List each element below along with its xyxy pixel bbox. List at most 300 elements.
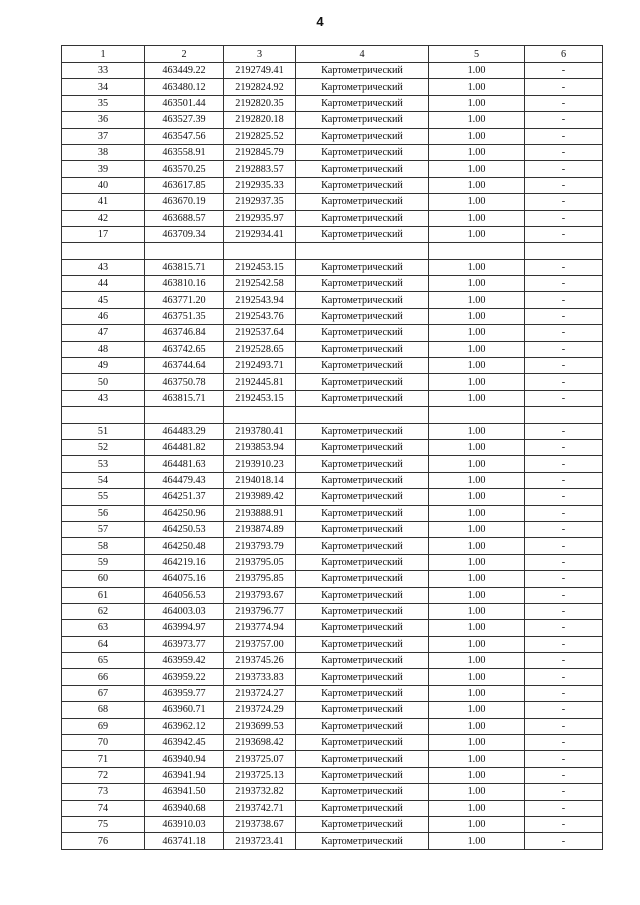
- table-row: [62, 374, 603, 390]
- table-row: [62, 423, 603, 439]
- table-cell: 2192453.15: [224, 259, 296, 275]
- table-cell: 1.00: [429, 79, 525, 95]
- table-cell: 54: [62, 472, 145, 488]
- table-row: [62, 259, 603, 275]
- table-cell: 1.00: [429, 358, 525, 374]
- table-cell: -: [525, 702, 603, 718]
- table-cell: Картометрический: [296, 259, 429, 275]
- table-cell: 463742.65: [145, 341, 224, 357]
- table-body: [62, 63, 603, 850]
- table-cell: 1.00: [429, 292, 525, 308]
- empty-cell: [429, 243, 525, 259]
- coordinates-table: [61, 45, 603, 850]
- table-cell: 72: [62, 767, 145, 783]
- table-cell: -: [525, 521, 603, 537]
- table-cell: 1.00: [429, 341, 525, 357]
- table-row: [62, 325, 603, 341]
- table-cell: 1.00: [429, 800, 525, 816]
- table-cell: 2193757.00: [224, 636, 296, 652]
- table-cell: 1.00: [429, 702, 525, 718]
- table-cell: Картометрический: [296, 423, 429, 439]
- table-cell: -: [525, 800, 603, 816]
- table-cell: 463994.97: [145, 620, 224, 636]
- table-cell: -: [525, 210, 603, 226]
- column-header: 1: [62, 46, 145, 63]
- table-row: [62, 816, 603, 832]
- table-cell: 463959.42: [145, 653, 224, 669]
- table-cell: 2193780.41: [224, 423, 296, 439]
- table-cell: 1.00: [429, 521, 525, 537]
- table-cell: 44: [62, 276, 145, 292]
- table-cell: 463815.71: [145, 390, 224, 406]
- table-cell: 67: [62, 685, 145, 701]
- table-cell: 1.00: [429, 144, 525, 160]
- table-cell: 1.00: [429, 718, 525, 734]
- table-cell: 1.00: [429, 95, 525, 111]
- table-cell: 2192445.81: [224, 374, 296, 390]
- table-cell: 58: [62, 538, 145, 554]
- table-cell: 61: [62, 587, 145, 603]
- table-cell: 1.00: [429, 325, 525, 341]
- table-cell: 63: [62, 620, 145, 636]
- table-row: [62, 505, 603, 521]
- table-cell: 2193738.67: [224, 816, 296, 832]
- group-separator-row: [62, 243, 603, 259]
- empty-cell: [145, 407, 224, 423]
- empty-cell: [429, 407, 525, 423]
- table-cell: 2193989.42: [224, 489, 296, 505]
- table-cell: 464250.96: [145, 505, 224, 521]
- table-cell: 1.00: [429, 276, 525, 292]
- table-cell: Картометрический: [296, 112, 429, 128]
- table-cell: 2193793.79: [224, 538, 296, 554]
- table-cell: 1.00: [429, 587, 525, 603]
- empty-cell: [145, 243, 224, 259]
- table-cell: 1.00: [429, 374, 525, 390]
- table-cell: 2192883.57: [224, 161, 296, 177]
- table-cell: 464250.53: [145, 521, 224, 537]
- table-cell: 50: [62, 374, 145, 390]
- table-cell: 38: [62, 144, 145, 160]
- table-cell: 1.00: [429, 161, 525, 177]
- table-cell: -: [525, 735, 603, 751]
- table-cell: 2192453.15: [224, 390, 296, 406]
- table-cell: 464250.48: [145, 538, 224, 554]
- table-cell: 39: [62, 161, 145, 177]
- table-cell: 1.00: [429, 210, 525, 226]
- table-row: [62, 718, 603, 734]
- table-cell: Картометрический: [296, 276, 429, 292]
- table-cell: 463959.77: [145, 685, 224, 701]
- table-cell: 463973.77: [145, 636, 224, 652]
- column-header: 3: [224, 46, 296, 63]
- table-cell: 1.00: [429, 112, 525, 128]
- table-cell: Картометрический: [296, 79, 429, 95]
- table-cell: Картометрический: [296, 456, 429, 472]
- table-cell: 1.00: [429, 226, 525, 242]
- table-cell: 1.00: [429, 390, 525, 406]
- table-cell: 2193853.94: [224, 439, 296, 455]
- table-cell: -: [525, 144, 603, 160]
- table-cell: -: [525, 718, 603, 734]
- table-cell: Картометрический: [296, 210, 429, 226]
- table-cell: 463741.18: [145, 833, 224, 849]
- table-cell: 56: [62, 505, 145, 521]
- table-cell: Картометрический: [296, 603, 429, 619]
- table-cell: 1.00: [429, 571, 525, 587]
- table-row: [62, 161, 603, 177]
- table-row: [62, 63, 603, 79]
- table-cell: 2193910.23: [224, 456, 296, 472]
- table-row: [62, 669, 603, 685]
- table-row: [62, 308, 603, 324]
- table-cell: 463940.68: [145, 800, 224, 816]
- table-cell: 2193795.85: [224, 571, 296, 587]
- table-cell: Картометрический: [296, 571, 429, 587]
- table-cell: Картометрический: [296, 341, 429, 357]
- table-row: [62, 767, 603, 783]
- table-cell: 2193774.94: [224, 620, 296, 636]
- table-cell: -: [525, 587, 603, 603]
- table-cell: 55: [62, 489, 145, 505]
- table-cell: -: [525, 79, 603, 95]
- table-cell: 57: [62, 521, 145, 537]
- table-cell: 2192824.92: [224, 79, 296, 95]
- table-cell: 2192543.76: [224, 308, 296, 324]
- table-cell: -: [525, 95, 603, 111]
- column-header: 6: [525, 46, 603, 63]
- table-cell: 64: [62, 636, 145, 652]
- table-cell: Картометрический: [296, 292, 429, 308]
- table-cell: -: [525, 308, 603, 324]
- table-cell: 1.00: [429, 538, 525, 554]
- table-cell: Картометрический: [296, 489, 429, 505]
- table-cell: Картометрический: [296, 702, 429, 718]
- table-cell: 2192542.58: [224, 276, 296, 292]
- table-cell: 51: [62, 423, 145, 439]
- table-cell: -: [525, 767, 603, 783]
- table-cell: Картометрический: [296, 751, 429, 767]
- table-cell: Картометрический: [296, 538, 429, 554]
- table-cell: 1.00: [429, 784, 525, 800]
- table-cell: Картометрический: [296, 653, 429, 669]
- table-cell: 463449.22: [145, 63, 224, 79]
- table-cell: Картометрический: [296, 800, 429, 816]
- table-row: [62, 112, 603, 128]
- table-cell: 463941.94: [145, 767, 224, 783]
- table-row: [62, 472, 603, 488]
- table-cell: 463962.12: [145, 718, 224, 734]
- table-cell: 1.00: [429, 259, 525, 275]
- empty-cell: [62, 243, 145, 259]
- table-cell: 463527.39: [145, 112, 224, 128]
- table-cell: -: [525, 620, 603, 636]
- table-row: [62, 276, 603, 292]
- table-cell: 1.00: [429, 194, 525, 210]
- table-cell: 68: [62, 702, 145, 718]
- empty-cell: [525, 407, 603, 423]
- table-cell: -: [525, 423, 603, 439]
- table-cell: 17: [62, 226, 145, 242]
- table-cell: -: [525, 177, 603, 193]
- table-row: [62, 603, 603, 619]
- table-row: [62, 390, 603, 406]
- table-cell: -: [525, 816, 603, 832]
- table-cell: Картометрический: [296, 95, 429, 111]
- table-cell: Картометрический: [296, 620, 429, 636]
- table-cell: 2192543.94: [224, 292, 296, 308]
- table-cell: 1.00: [429, 423, 525, 439]
- table-cell: Картометрический: [296, 226, 429, 242]
- table-cell: Картометрический: [296, 390, 429, 406]
- table-cell: 41: [62, 194, 145, 210]
- table-cell: 75: [62, 816, 145, 832]
- table-row: [62, 735, 603, 751]
- table-cell: Картометрический: [296, 636, 429, 652]
- table-cell: 463941.50: [145, 784, 224, 800]
- table-cell: Картометрический: [296, 669, 429, 685]
- table-cell: 45: [62, 292, 145, 308]
- table-cell: 35: [62, 95, 145, 111]
- table-cell: Картометрический: [296, 554, 429, 570]
- table-cell: Картометрический: [296, 505, 429, 521]
- table-cell: 463744.64: [145, 358, 224, 374]
- table-row: [62, 784, 603, 800]
- table-cell: 2192820.18: [224, 112, 296, 128]
- table-cell: -: [525, 538, 603, 554]
- table-cell: 2193742.71: [224, 800, 296, 816]
- table-cell: -: [525, 358, 603, 374]
- table-cell: -: [525, 669, 603, 685]
- table-cell: Картометрический: [296, 521, 429, 537]
- table-cell: 2193745.26: [224, 653, 296, 669]
- table-cell: 47: [62, 325, 145, 341]
- table-cell: Картометрический: [296, 63, 429, 79]
- column-header: 5: [429, 46, 525, 63]
- table-row: [62, 128, 603, 144]
- table-row: [62, 194, 603, 210]
- table-cell: 1.00: [429, 767, 525, 783]
- table-cell: -: [525, 374, 603, 390]
- table-cell: 1.00: [429, 636, 525, 652]
- table-row: [62, 292, 603, 308]
- table-cell: 1.00: [429, 308, 525, 324]
- table-cell: Картометрический: [296, 587, 429, 603]
- table-cell: 463815.71: [145, 259, 224, 275]
- table-cell: Картометрический: [296, 718, 429, 734]
- empty-cell: [62, 407, 145, 423]
- table-cell: Картометрический: [296, 177, 429, 193]
- table-cell: 464075.16: [145, 571, 224, 587]
- table-cell: 464219.16: [145, 554, 224, 570]
- table-cell: 70: [62, 735, 145, 751]
- table-cell: -: [525, 161, 603, 177]
- table-cell: 2192749.41: [224, 63, 296, 79]
- table-cell: 464483.29: [145, 423, 224, 439]
- table-cell: 464056.53: [145, 587, 224, 603]
- table-cell: 1.00: [429, 620, 525, 636]
- table-cell: 36: [62, 112, 145, 128]
- column-header: 2: [145, 46, 224, 63]
- table-cell: 52: [62, 439, 145, 455]
- table-cell: 1.00: [429, 751, 525, 767]
- table-cell: 463746.84: [145, 325, 224, 341]
- table-cell: 1.00: [429, 554, 525, 570]
- table-cell: 2193723.41: [224, 833, 296, 849]
- table-cell: 69: [62, 718, 145, 734]
- table-cell: 1.00: [429, 669, 525, 685]
- table-cell: 74: [62, 800, 145, 816]
- table-cell: Картометрический: [296, 472, 429, 488]
- table-cell: 48: [62, 341, 145, 357]
- table-cell: 1.00: [429, 816, 525, 832]
- table-row: [62, 521, 603, 537]
- table-cell: 2193732.82: [224, 784, 296, 800]
- table-row: [62, 144, 603, 160]
- table-cell: 62: [62, 603, 145, 619]
- table-row: [62, 210, 603, 226]
- table-cell: 43: [62, 390, 145, 406]
- table-cell: 463810.16: [145, 276, 224, 292]
- table-cell: 2192934.41: [224, 226, 296, 242]
- table-cell: 46: [62, 308, 145, 324]
- table-cell: 40: [62, 177, 145, 193]
- table-cell: -: [525, 653, 603, 669]
- table-cell: 2192820.35: [224, 95, 296, 111]
- table-row: [62, 636, 603, 652]
- table-cell: Картометрический: [296, 816, 429, 832]
- table-row: [62, 800, 603, 816]
- table-cell: 49: [62, 358, 145, 374]
- empty-cell: [224, 243, 296, 259]
- table-cell: 66: [62, 669, 145, 685]
- table-cell: 2193888.91: [224, 505, 296, 521]
- table-row: [62, 685, 603, 701]
- table-cell: 2193724.27: [224, 685, 296, 701]
- table-cell: 1.00: [429, 128, 525, 144]
- table-cell: 463940.94: [145, 751, 224, 767]
- table-cell: Картометрический: [296, 833, 429, 849]
- table-cell: 2192935.33: [224, 177, 296, 193]
- empty-cell: [296, 243, 429, 259]
- table-cell: 463910.03: [145, 816, 224, 832]
- table-cell: Картометрический: [296, 144, 429, 160]
- table-cell: 463959.22: [145, 669, 224, 685]
- table-cell: 1.00: [429, 177, 525, 193]
- table-cell: 2194018.14: [224, 472, 296, 488]
- table-cell: 43: [62, 259, 145, 275]
- table-cell: -: [525, 325, 603, 341]
- table-row: [62, 620, 603, 636]
- page-number: 4: [316, 14, 324, 29]
- table-cell: 1.00: [429, 735, 525, 751]
- empty-cell: [525, 243, 603, 259]
- table-cell: 1.00: [429, 685, 525, 701]
- table-cell: -: [525, 751, 603, 767]
- table-cell: -: [525, 833, 603, 849]
- table-cell: 464251.37: [145, 489, 224, 505]
- table-cell: 463480.12: [145, 79, 224, 95]
- table-cell: -: [525, 456, 603, 472]
- table-cell: -: [525, 505, 603, 521]
- table-cell: 59: [62, 554, 145, 570]
- table-cell: -: [525, 603, 603, 619]
- table-cell: 463688.57: [145, 210, 224, 226]
- table-row: [62, 489, 603, 505]
- table-row: [62, 702, 603, 718]
- table-cell: 463547.56: [145, 128, 224, 144]
- table-cell: -: [525, 226, 603, 242]
- table-row: [62, 358, 603, 374]
- table-cell: -: [525, 439, 603, 455]
- table-cell: 463750.78: [145, 374, 224, 390]
- table-cell: 463501.44: [145, 95, 224, 111]
- table-cell: 2193874.89: [224, 521, 296, 537]
- table-cell: -: [525, 259, 603, 275]
- table-cell: -: [525, 341, 603, 357]
- table-cell: 464481.82: [145, 439, 224, 455]
- table-cell: -: [525, 636, 603, 652]
- table-row: [62, 226, 603, 242]
- table-cell: 1.00: [429, 439, 525, 455]
- table-row: [62, 439, 603, 455]
- empty-cell: [296, 407, 429, 423]
- table-cell: Картометрический: [296, 128, 429, 144]
- table-cell: 1.00: [429, 653, 525, 669]
- table-row: [62, 177, 603, 193]
- table-cell: Картометрический: [296, 161, 429, 177]
- table-cell: 1.00: [429, 833, 525, 849]
- table-cell: Картометрический: [296, 358, 429, 374]
- table-cell: 71: [62, 751, 145, 767]
- table-row: [62, 456, 603, 472]
- table-row: [62, 79, 603, 95]
- table-cell: 2192493.71: [224, 358, 296, 374]
- table-cell: -: [525, 685, 603, 701]
- table-row: [62, 554, 603, 570]
- table-cell: -: [525, 112, 603, 128]
- table-cell: -: [525, 554, 603, 570]
- table-cell: 2193793.67: [224, 587, 296, 603]
- table-header-row: [62, 46, 603, 63]
- table-cell: 2193724.29: [224, 702, 296, 718]
- table-cell: 2192937.35: [224, 194, 296, 210]
- table-row: [62, 571, 603, 587]
- table-cell: -: [525, 128, 603, 144]
- table-cell: 60: [62, 571, 145, 587]
- table-cell: 463960.71: [145, 702, 224, 718]
- table-cell: 463670.19: [145, 194, 224, 210]
- table-cell: 1.00: [429, 489, 525, 505]
- table-row: [62, 653, 603, 669]
- table-row: [62, 341, 603, 357]
- table-cell: Картометрический: [296, 735, 429, 751]
- table-cell: 1.00: [429, 456, 525, 472]
- table-cell: 463617.85: [145, 177, 224, 193]
- table-cell: Картометрический: [296, 374, 429, 390]
- table-cell: 463570.25: [145, 161, 224, 177]
- table-cell: 1.00: [429, 63, 525, 79]
- table-cell: 2193725.07: [224, 751, 296, 767]
- table-cell: 2192537.64: [224, 325, 296, 341]
- table-row: [62, 538, 603, 554]
- table-cell: 1.00: [429, 505, 525, 521]
- table-cell: 464479.43: [145, 472, 224, 488]
- table-cell: 463771.20: [145, 292, 224, 308]
- table-cell: 37: [62, 128, 145, 144]
- table-cell: Картометрический: [296, 325, 429, 341]
- column-header: 4: [296, 46, 429, 63]
